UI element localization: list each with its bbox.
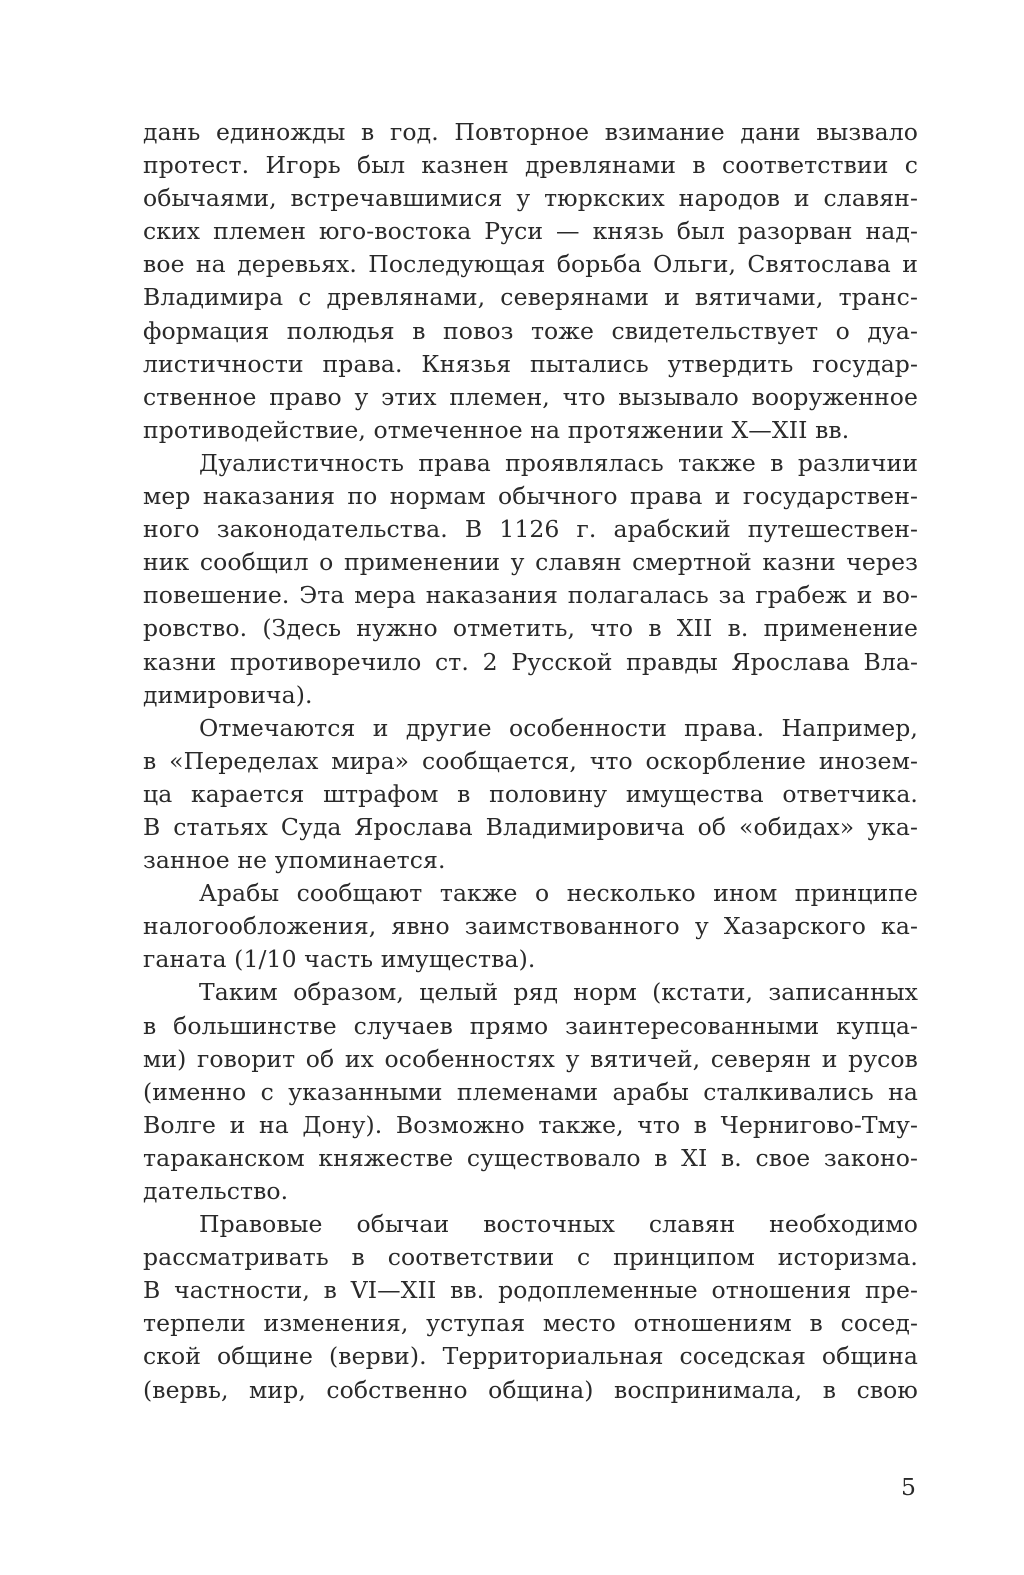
text-line: ских племен юго-востока Руси — князь был разорван над-	[143, 217, 918, 246]
text-line: налогообложения, явно заимствованного у Хазарского ка-	[143, 912, 918, 941]
paragraph	[143, 712, 918, 877]
text-line: в «Переделах мира» сообщается, что оскорбление инозем-	[143, 746, 918, 775]
paragraph	[143, 877, 918, 976]
text-line: ганата (1/10 часть имущества).	[143, 945, 536, 974]
text-line: противодействие, отмеченное на протяжении X—XII вв.	[143, 415, 850, 444]
page-number: 5	[901, 1473, 916, 1501]
text-line: Владимира с древлянами, северянами и вятичами, транс-	[143, 283, 918, 312]
text-line: ник сообщил о применении у славян смертной казни через	[143, 548, 918, 577]
text-line: (вервь, мир, собственно община) воспринимала, в свою	[143, 1375, 918, 1404]
paragraph	[143, 976, 918, 1208]
text-line: формация полюдья в повоз тоже свидетельствует о дуа-	[143, 316, 918, 345]
text-line: протест. Игорь был казнен древлянами в соответствии с	[143, 151, 918, 180]
text-line: ской общине (верви). Территориальная соседская община	[143, 1342, 918, 1371]
text-line: ровство. (Здесь нужно отметить, что в XII в. применение	[143, 614, 918, 643]
text-line: тараканском княжестве существовало в XI в. свое законо-	[143, 1143, 918, 1172]
text-line: димировича).	[143, 680, 313, 709]
text-line: мер наказания по нормам обычного права и государствен-	[143, 482, 918, 511]
text-line: вое на деревьях. Последующая борьба Ольги, Святослава и	[143, 250, 918, 279]
text-line: ца карается штрафом в половину имущества ответчика.	[143, 779, 918, 808]
text-line: дань единожды в год. Повторное взимание дани вызвало	[143, 118, 918, 146]
text-line: Правовые обычаи восточных славян необходимо	[199, 1210, 918, 1239]
paragraph	[143, 1208, 918, 1407]
text-line: казни противоречило ст. 2 Русской правды Ярослава Вла-	[143, 647, 918, 676]
text-line: рассматривать в соответствии с принципом историзма.	[143, 1243, 918, 1272]
text-line: ного законодательства. В 1126 г. арабский путешествен-	[143, 515, 918, 544]
paragraph	[143, 116, 918, 447]
text-line: обычаями, встречавшимися у тюркских народов и славян-	[143, 184, 918, 213]
text-line: ми) говорит об их особенностях у вятичей, северян и русов	[143, 1044, 918, 1073]
text-line: Дуалистичность права проявлялась также в различии	[199, 448, 918, 477]
text-line: Отмечаются и другие особенности права. Например,	[199, 713, 918, 742]
text-line: (именно с указанными племенами арабы сталкивались на	[143, 1077, 918, 1106]
paragraph	[143, 447, 918, 712]
text-line: В частности, в VI—XII вв. родоплеменные отношения пре-	[143, 1276, 918, 1305]
text-line: Арабы сообщают также о несколько ином принципе	[199, 879, 918, 908]
text-line: листичности права. Князья пытались утвердить государ-	[143, 349, 918, 378]
text-line: дательство.	[143, 1177, 289, 1205]
page-body	[143, 116, 918, 1407]
text-line: Волге и на Дону). Возможно также, что в Чернигово-Тму-	[143, 1110, 918, 1139]
text-line: терпели изменения, уступая место отношениям в сосед-	[143, 1309, 918, 1338]
text-line: Таким образом, целый ряд норм (кстати, записанных	[199, 978, 918, 1007]
text-line: в большинстве случаев прямо заинтересованными купца-	[143, 1011, 918, 1040]
text-line: повешение. Эта мера наказания полагалась за грабеж и во-	[143, 581, 918, 610]
text-line: В статьях Суда Ярослава Владимировича об «обидах» ука-	[143, 812, 918, 841]
text-line: ственное право у этих племен, что вызывало вооруженное	[143, 382, 918, 411]
text-line: занное не упоминается.	[143, 846, 446, 875]
